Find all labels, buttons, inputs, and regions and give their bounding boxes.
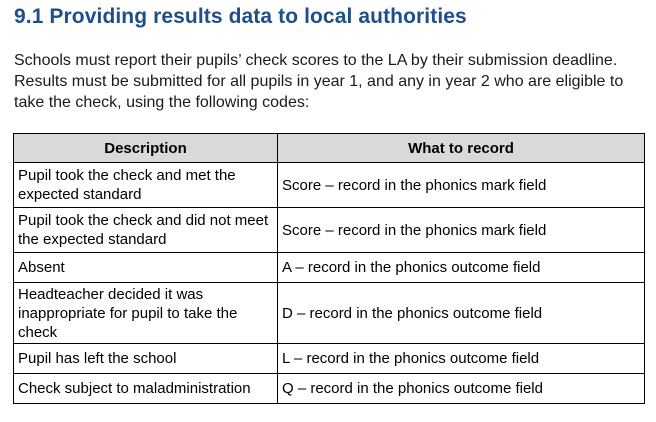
section-heading: 9.1 Providing results data to local authorities xyxy=(14,5,467,28)
table-row xyxy=(14,163,645,208)
intro-line: Results must be submitted for all pupils in year 1, and any in year 2 who are eligible to xyxy=(14,73,624,90)
intro-line: Schools must report their pupils’ check scores to the LA by their submission deadline. xyxy=(14,52,618,69)
description-cell: Pupil has left the school xyxy=(14,344,278,374)
column-header-description: Description xyxy=(14,134,278,163)
table-row xyxy=(14,374,645,404)
table-row xyxy=(14,253,645,283)
intro-line: take the check, using the following codes: xyxy=(14,94,310,111)
record-cell: A – record in the phonics outcome field xyxy=(278,253,645,283)
table-row xyxy=(14,208,645,253)
table-row xyxy=(14,283,645,344)
table-row xyxy=(14,344,645,374)
record-cell: D – record in the phonics outcome field xyxy=(278,283,645,344)
description-cell: Pupil took the check and did not meet the expected standard xyxy=(14,208,278,253)
record-cell: L – record in the phonics outcome field xyxy=(278,344,645,374)
description-cell: Check subject to maladministration xyxy=(14,374,278,404)
results-codes-table xyxy=(13,133,645,404)
record-cell: Score – record in the phonics mark field xyxy=(278,208,645,253)
record-cell: Q – record in the phonics outcome field xyxy=(278,374,645,404)
description-cell: Pupil took the check and met the expected standard xyxy=(14,163,278,208)
table-header-row xyxy=(14,134,645,163)
record-cell: Score – record in the phonics mark field xyxy=(278,163,645,208)
description-cell: Headteacher decided it was inappropriate for pupil to take the check xyxy=(14,283,278,344)
description-cell: Absent xyxy=(14,253,278,283)
column-header-what-to-record: What to record xyxy=(278,134,645,163)
intro-paragraph xyxy=(14,50,644,113)
